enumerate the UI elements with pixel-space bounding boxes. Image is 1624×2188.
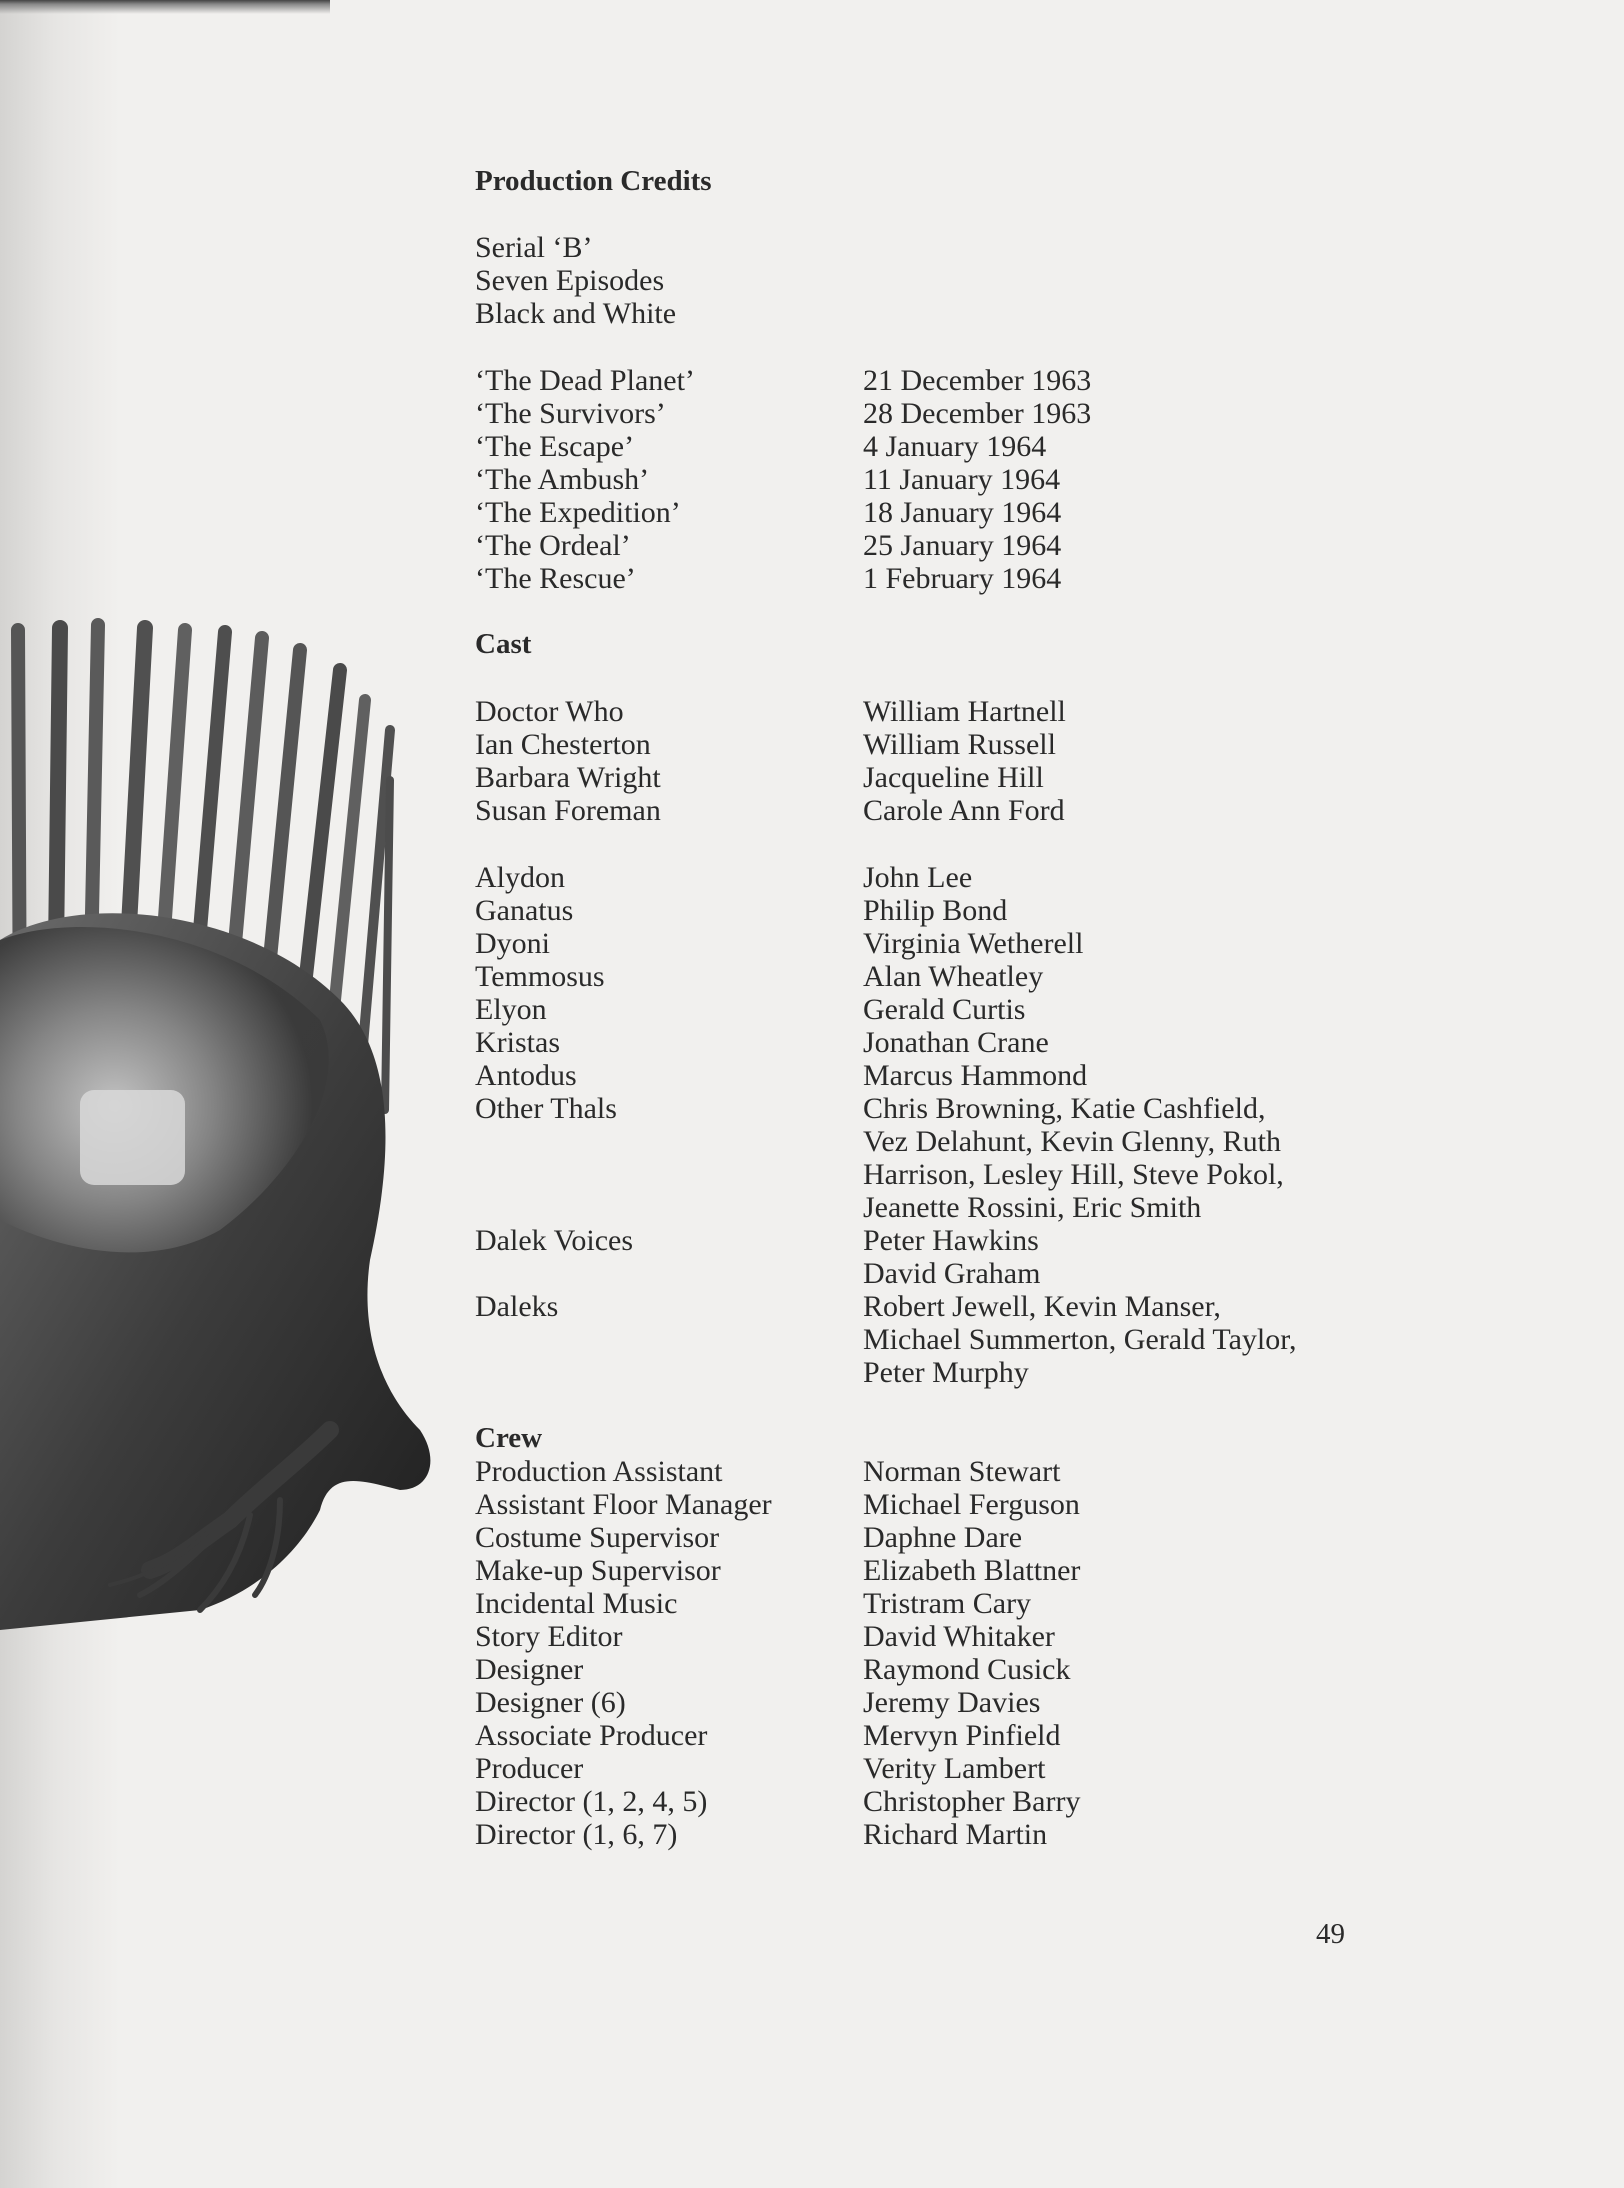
crew-name: Tristram Cary	[863, 1587, 1032, 1620]
cast-role: Elyon	[475, 993, 547, 1026]
cast-actor: Virginia Wetherell	[863, 927, 1084, 960]
cast-role: Daleks	[475, 1290, 559, 1323]
cast-actor: Michael Summerton, Gerald Taylor,	[863, 1323, 1297, 1356]
episode-date: 11 January 1964	[863, 463, 1061, 496]
episode-date: 28 December 1963	[863, 397, 1092, 430]
cast-role: Ian Chesterton	[475, 728, 651, 761]
episode-title: ‘The Rescue’	[475, 562, 636, 595]
cast-actor: Chris Browning, Katie Cashfield,	[863, 1092, 1266, 1125]
episode-title: ‘The Escape’	[475, 430, 635, 463]
cast-actor: Jonathan Crane	[863, 1026, 1049, 1059]
cast-actor: Gerald Curtis	[863, 993, 1026, 1026]
crew-role: Designer	[475, 1653, 584, 1686]
credits-page	[475, 0, 1475, 2188]
cast-role: Temmosus	[475, 960, 605, 993]
cast-actor: William Hartnell	[863, 695, 1066, 728]
crew-name: Raymond Cusick	[863, 1653, 1071, 1686]
crew-name: Jeremy Davies	[863, 1686, 1041, 1719]
crew-heading: Crew	[475, 1422, 543, 1454]
production-credits-heading: Production Credits	[475, 165, 712, 197]
cast-role: Dalek Voices	[475, 1224, 634, 1257]
serial-line: Serial ‘B’	[475, 231, 593, 264]
cast-actor: Peter Hawkins	[863, 1224, 1039, 1257]
crew-role: Costume Supervisor	[475, 1521, 720, 1554]
episode-title: ‘The Expedition’	[475, 496, 681, 529]
crew-name: Daphne Dare	[863, 1521, 1023, 1554]
crew-role: Director (1, 2, 4, 5)	[475, 1785, 708, 1818]
crew-name: Mervyn Pinfield	[863, 1719, 1061, 1752]
cast-actor: Vez Delahunt, Kevin Glenny, Ruth	[863, 1125, 1281, 1158]
cast-actor: David Graham	[863, 1257, 1041, 1290]
cast-actor: John Lee	[863, 861, 973, 894]
crew-role: Make-up Supervisor	[475, 1554, 721, 1587]
episode-date: 1 February 1964	[863, 562, 1062, 595]
episode-date: 25 January 1964	[863, 529, 1062, 562]
cast-role: Alydon	[475, 861, 565, 894]
episode-title: ‘The Ordeal’	[475, 529, 631, 562]
cast-role: Doctor Who	[475, 695, 624, 728]
crew-role: Assistant Floor Manager	[475, 1488, 772, 1521]
cast-actor: Philip Bond	[863, 894, 1008, 927]
crew-name: Michael Ferguson	[863, 1488, 1080, 1521]
cast-role: Antodus	[475, 1059, 577, 1092]
cast-role: Other Thals	[475, 1092, 617, 1125]
episode-title: ‘The Ambush’	[475, 463, 650, 496]
episode-date: 21 December 1963	[863, 364, 1092, 397]
cast-role: Susan Foreman	[475, 794, 661, 827]
crew-role: Producer	[475, 1752, 584, 1785]
crew-name: Norman Stewart	[863, 1455, 1061, 1488]
cast-role: Kristas	[475, 1026, 560, 1059]
episode-date: 18 January 1964	[863, 496, 1062, 529]
page-edge	[0, 0, 330, 14]
cast-role: Dyoni	[475, 927, 550, 960]
cast-role: Ganatus	[475, 894, 574, 927]
cast-role: Barbara Wright	[475, 761, 661, 794]
crew-name: Richard Martin	[863, 1818, 1048, 1851]
cast-heading: Cast	[475, 628, 532, 660]
crew-role: Story Editor	[475, 1620, 623, 1653]
crew-name: Christopher Barry	[863, 1785, 1081, 1818]
crew-role: Production Assistant	[475, 1455, 723, 1488]
cast-actor: Alan Wheatley	[863, 960, 1044, 993]
crew-role: Designer (6)	[475, 1686, 626, 1719]
crew-name: David Whitaker	[863, 1620, 1055, 1653]
crew-role: Associate Producer	[475, 1719, 708, 1752]
cast-actor: Marcus Hammond	[863, 1059, 1088, 1092]
episode-title: ‘The Dead Planet’	[475, 364, 695, 397]
crew-name: Elizabeth Blattner	[863, 1554, 1081, 1587]
cast-actor: William Russell	[863, 728, 1056, 761]
serial-line: Black and White	[475, 297, 677, 330]
cast-actor: Robert Jewell, Kevin Manser,	[863, 1290, 1221, 1323]
crew-role: Incidental Music	[475, 1587, 678, 1620]
episode-date: 4 January 1964	[863, 430, 1047, 463]
cast-actor: Harrison, Lesley Hill, Steve Pokol,	[863, 1158, 1284, 1191]
page-number: 49	[1316, 1918, 1345, 1950]
episode-title: ‘The Survivors’	[475, 397, 666, 430]
cast-actor: Jeanette Rossini, Eric Smith	[863, 1191, 1202, 1224]
serial-line: Seven Episodes	[475, 264, 665, 297]
crew-role: Director (1, 6, 7)	[475, 1818, 678, 1851]
cast-actor: Peter Murphy	[863, 1356, 1029, 1389]
crew-name: Verity Lambert	[863, 1752, 1046, 1785]
cast-actor: Jacqueline Hill	[863, 761, 1044, 794]
cast-actor: Carole Ann Ford	[863, 794, 1065, 827]
creature-photo	[0, 610, 450, 1630]
